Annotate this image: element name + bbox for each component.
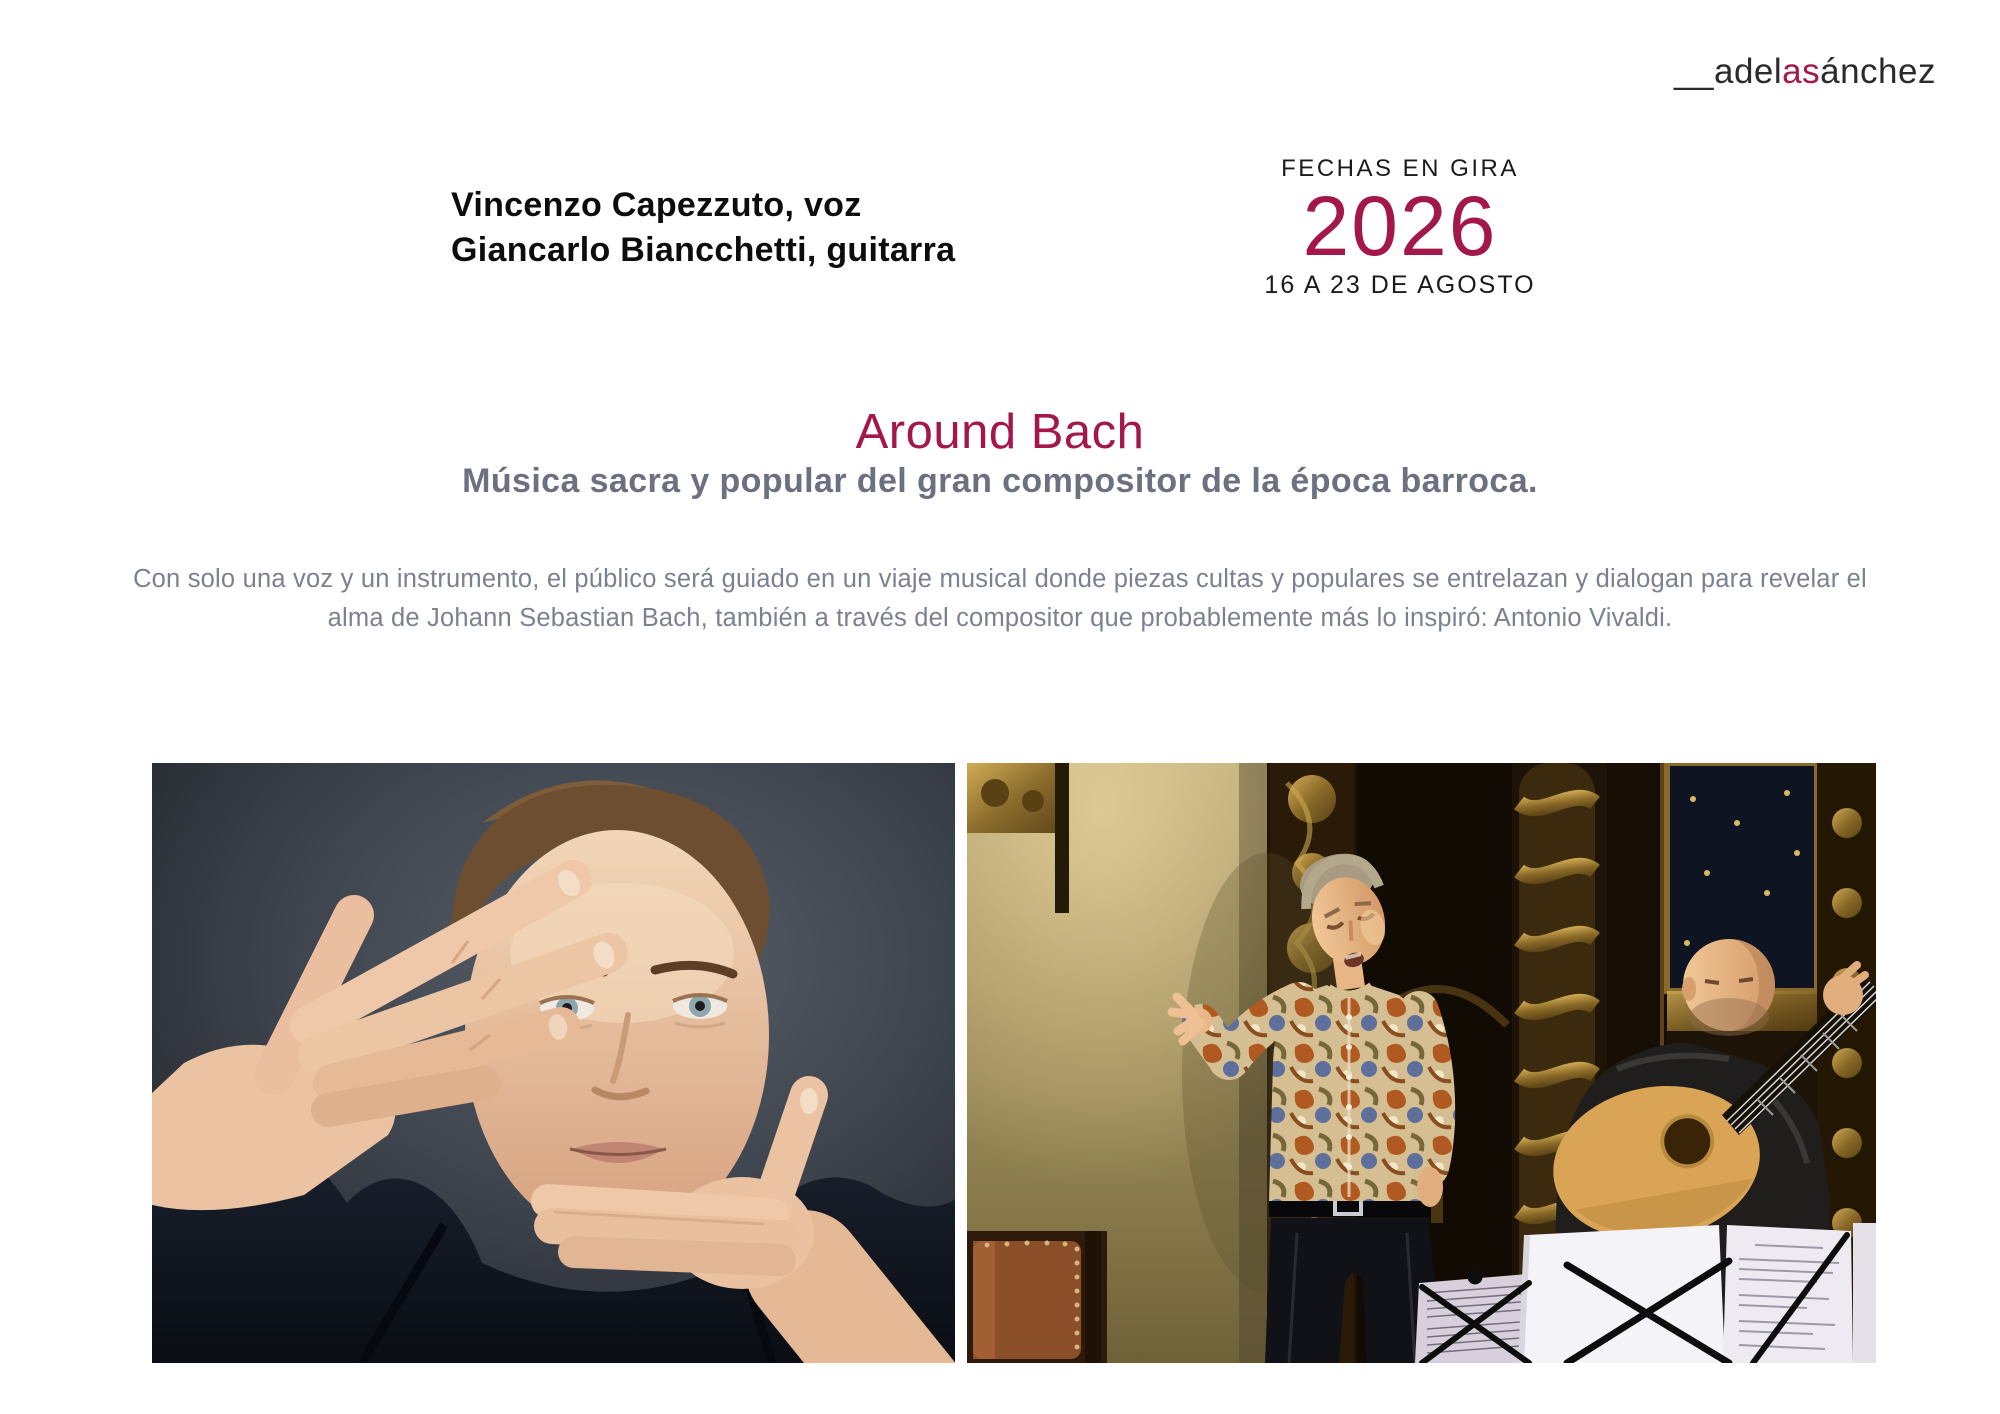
brand-logo <box>1674 52 1936 92</box>
tour-dates-label: FECHAS EN GIRA <box>1281 155 1519 182</box>
performers-block <box>451 183 955 273</box>
portrait-photo-graphic <box>152 763 955 1363</box>
portrait-photo <box>152 763 955 1363</box>
brand-logo-suffix: ánchez <box>1820 52 1936 91</box>
tour-date-range: 16 A 23 DE AGOSTO <box>1264 271 1536 299</box>
brand-logo-prefix: __adel <box>1674 52 1783 91</box>
performer-voice: Vincenzo Capezzuto, voz <box>451 186 862 224</box>
performance-photo <box>967 763 1876 1363</box>
performance-photo-graphic <box>967 763 1876 1363</box>
tour-year: 2026 <box>1302 179 1498 273</box>
brand-logo-accent: as <box>1782 52 1821 91</box>
show-title: Around Bach <box>855 405 1145 459</box>
show-subtitle: Música sacra y popular del gran compositor de la época barroca. <box>462 462 1538 500</box>
tour-dates-block <box>1264 155 1535 300</box>
performer-guitar: Giancarlo Biancchetti, guitarra <box>451 231 956 269</box>
show-description: Con solo una voz y un instrumento, el público será guiado en un viaje musical donde piezas cultas y populares se entrelazan y dialogan para revelar el alma de Johann Sebastian Bach, también a través del compositor que probablemente más lo inspiró: Antonio Vivaldi. <box>133 565 1867 632</box>
